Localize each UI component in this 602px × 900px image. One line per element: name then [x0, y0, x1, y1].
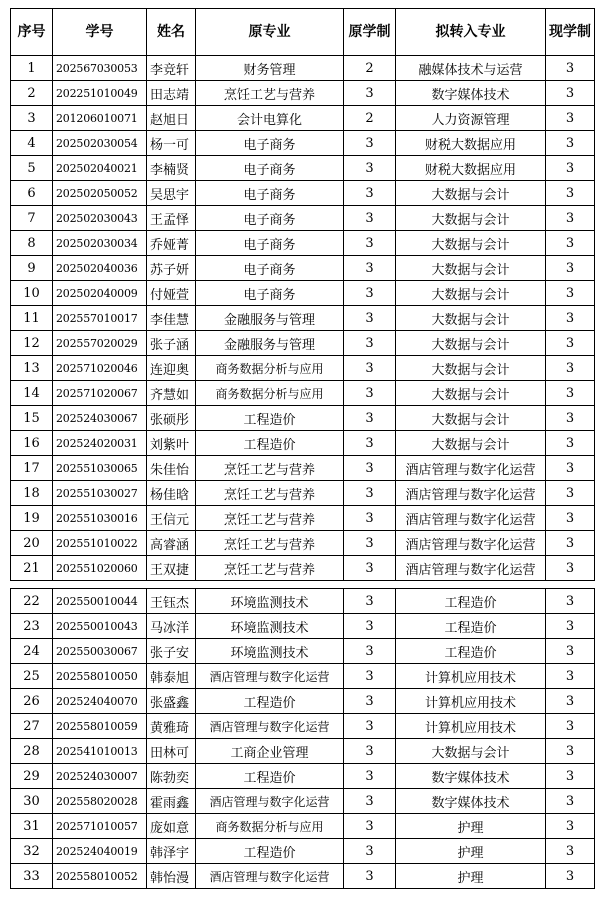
- row-name: 张盛鑫: [147, 689, 196, 714]
- table-row: [11, 206, 595, 231]
- row-new-years: 3: [546, 306, 595, 331]
- row-student-id: 202551030065: [53, 456, 147, 481]
- table-row: [11, 431, 595, 456]
- row-orig-years: 3: [344, 306, 396, 331]
- row-orig-major: 烹饪工艺与营养: [196, 456, 344, 481]
- row-name: 韩怡漫: [147, 864, 196, 889]
- table-row: [11, 156, 595, 181]
- header-orig-years: 原学制: [344, 9, 396, 56]
- row-orig-years: 3: [344, 789, 396, 814]
- row-new-years: 3: [546, 739, 595, 764]
- row-seq: 20: [11, 531, 53, 556]
- row-new-years: 3: [546, 431, 595, 456]
- row-student-id: 202558010052: [53, 864, 147, 889]
- row-student-id: 202524040070: [53, 689, 147, 714]
- table-row: [11, 306, 595, 331]
- row-target-major: 大数据与会计: [396, 306, 546, 331]
- table-row: [11, 181, 595, 206]
- row-target-major: 融媒体技术与运营: [396, 56, 546, 81]
- row-student-id: 202557020029: [53, 331, 147, 356]
- row-orig-major: 电子商务: [196, 206, 344, 231]
- header-target-major: 拟转入专业: [396, 9, 546, 56]
- row-seq: 3: [11, 106, 53, 131]
- row-seq: 4: [11, 131, 53, 156]
- row-new-years: 3: [546, 814, 595, 839]
- row-target-major: 数字媒体技术: [396, 789, 546, 814]
- row-orig-years: 3: [344, 156, 396, 181]
- row-name: 乔娅菁: [147, 231, 196, 256]
- row-orig-major: 电子商务: [196, 181, 344, 206]
- row-orig-major: 环境监测技术: [196, 589, 344, 614]
- row-orig-years: 3: [344, 614, 396, 639]
- table-row: [11, 839, 595, 864]
- row-name: 陈勃奕: [147, 764, 196, 789]
- row-orig-major: 环境监测技术: [196, 639, 344, 664]
- row-target-major: 大数据与会计: [396, 281, 546, 306]
- table-row: [11, 406, 595, 431]
- table-row: [11, 589, 595, 614]
- row-target-major: 护理: [396, 839, 546, 864]
- row-target-major: 工程造价: [396, 614, 546, 639]
- row-student-id: 202502030034: [53, 231, 147, 256]
- table-row: [11, 531, 595, 556]
- row-name: 田林可: [147, 739, 196, 764]
- row-orig-years: 3: [344, 456, 396, 481]
- row-orig-major: 工程造价: [196, 689, 344, 714]
- row-student-id: 202558010059: [53, 714, 147, 739]
- row-new-years: 3: [546, 664, 595, 689]
- row-target-major: 计算机应用技术: [396, 714, 546, 739]
- row-student-id: 202551020060: [53, 556, 147, 581]
- row-student-id: 201206010071: [53, 106, 147, 131]
- row-student-id: 202502040036: [53, 256, 147, 281]
- row-orig-years: 3: [344, 381, 396, 406]
- table-row: [11, 481, 595, 506]
- table-row: [11, 664, 595, 689]
- header-seq: 序号: [11, 9, 53, 56]
- row-name: 苏子妍: [147, 256, 196, 281]
- row-name: 张子涵: [147, 331, 196, 356]
- row-target-major: 酒店管理与数字化运营: [396, 456, 546, 481]
- row-student-id: 202524030067: [53, 406, 147, 431]
- row-orig-years: 2: [344, 56, 396, 81]
- row-student-id: 202541010013: [53, 739, 147, 764]
- row-orig-years: 3: [344, 131, 396, 156]
- row-target-major: 大数据与会计: [396, 206, 546, 231]
- row-student-id: 202502040021: [53, 156, 147, 181]
- row-orig-years: 3: [344, 664, 396, 689]
- row-orig-years: 3: [344, 864, 396, 889]
- row-name: 张硕彤: [147, 406, 196, 431]
- transfer-table-part2: [10, 588, 595, 889]
- row-name: 连迎奥: [147, 356, 196, 381]
- table-row: [11, 231, 595, 256]
- table-row: [11, 331, 595, 356]
- row-name: 王孟怿: [147, 206, 196, 231]
- row-new-years: 3: [546, 406, 595, 431]
- table-row: [11, 256, 595, 281]
- row-name: 杨佳晗: [147, 481, 196, 506]
- row-name: 王钰杰: [147, 589, 196, 614]
- row-target-major: 酒店管理与数字化运营: [396, 481, 546, 506]
- header-new-years: 现学制: [546, 9, 595, 56]
- row-new-years: 3: [546, 639, 595, 664]
- row-name: 田志靖: [147, 81, 196, 106]
- row-seq: 21: [11, 556, 53, 581]
- table-row: [11, 106, 595, 131]
- row-student-id: 202558020028: [53, 789, 147, 814]
- row-new-years: 3: [546, 56, 595, 81]
- row-student-id: 202550030067: [53, 639, 147, 664]
- row-student-id: 202551010022: [53, 531, 147, 556]
- table-row: [11, 639, 595, 664]
- row-seq: 12: [11, 331, 53, 356]
- row-orig-major: 烹饪工艺与营养: [196, 481, 344, 506]
- row-student-id: 202551030027: [53, 481, 147, 506]
- row-target-major: 大数据与会计: [396, 356, 546, 381]
- table-row: [11, 714, 595, 739]
- row-student-id: 202550010043: [53, 614, 147, 639]
- row-name: 王信元: [147, 506, 196, 531]
- row-orig-major: 电子商务: [196, 156, 344, 181]
- row-orig-major: 烹饪工艺与营养: [196, 556, 344, 581]
- row-orig-major: 金融服务与管理: [196, 306, 344, 331]
- row-target-major: 计算机应用技术: [396, 689, 546, 714]
- row-target-major: 酒店管理与数字化运营: [396, 531, 546, 556]
- row-student-id: 202557010017: [53, 306, 147, 331]
- row-name: 霍雨鑫: [147, 789, 196, 814]
- row-new-years: 3: [546, 839, 595, 864]
- row-seq: 11: [11, 306, 53, 331]
- table-row: [11, 814, 595, 839]
- row-orig-years: 3: [344, 431, 396, 456]
- row-orig-years: 3: [344, 356, 396, 381]
- row-orig-major: 工商企业管理: [196, 739, 344, 764]
- row-orig-years: 3: [344, 839, 396, 864]
- header-orig-major: 原专业: [196, 9, 344, 56]
- table-row: [11, 381, 595, 406]
- row-orig-major: 环境监测技术: [196, 614, 344, 639]
- row-orig-years: 3: [344, 481, 396, 506]
- row-target-major: 数字媒体技术: [396, 81, 546, 106]
- row-new-years: 3: [546, 356, 595, 381]
- row-seq: 26: [11, 689, 53, 714]
- row-orig-major: 烹饪工艺与营养: [196, 531, 344, 556]
- row-name: 李佳慧: [147, 306, 196, 331]
- row-new-years: 3: [546, 689, 595, 714]
- row-seq: 6: [11, 181, 53, 206]
- row-name: 李楠贤: [147, 156, 196, 181]
- row-new-years: 3: [546, 281, 595, 306]
- header-name: 姓名: [147, 9, 196, 56]
- row-new-years: 3: [546, 614, 595, 639]
- row-target-major: 大数据与会计: [396, 256, 546, 281]
- row-name: 韩泽宇: [147, 839, 196, 864]
- table-row: [11, 556, 595, 581]
- row-orig-major: 烹饪工艺与营养: [196, 81, 344, 106]
- row-seq: 18: [11, 481, 53, 506]
- row-target-major: 财税大数据应用: [396, 156, 546, 181]
- row-name: 吴思宇: [147, 181, 196, 206]
- row-orig-major: 酒店管理与数字化运营: [196, 789, 344, 814]
- row-orig-major: 金融服务与管理: [196, 331, 344, 356]
- row-new-years: 3: [546, 531, 595, 556]
- row-new-years: 3: [546, 456, 595, 481]
- row-orig-years: 2: [344, 106, 396, 131]
- row-orig-major: 电子商务: [196, 281, 344, 306]
- row-seq: 22: [11, 589, 53, 614]
- row-orig-years: 3: [344, 714, 396, 739]
- row-seq: 8: [11, 231, 53, 256]
- row-student-id: 202571020067: [53, 381, 147, 406]
- row-seq: 24: [11, 639, 53, 664]
- row-new-years: 3: [546, 181, 595, 206]
- row-new-years: 3: [546, 714, 595, 739]
- row-name: 黄雅琦: [147, 714, 196, 739]
- row-orig-major: 酒店管理与数字化运营: [196, 864, 344, 889]
- row-student-id: 202502030043: [53, 206, 147, 231]
- row-student-id: 202550010044: [53, 589, 147, 614]
- row-orig-major: 工程造价: [196, 431, 344, 456]
- row-new-years: 3: [546, 331, 595, 356]
- row-new-years: 3: [546, 131, 595, 156]
- row-seq: 7: [11, 206, 53, 231]
- row-new-years: 3: [546, 106, 595, 131]
- row-orig-major: 会计电算化: [196, 106, 344, 131]
- row-target-major: 数字媒体技术: [396, 764, 546, 789]
- row-seq: 33: [11, 864, 53, 889]
- row-orig-years: 3: [344, 689, 396, 714]
- row-student-id: 202551030016: [53, 506, 147, 531]
- row-seq: 29: [11, 764, 53, 789]
- table-row: [11, 506, 595, 531]
- row-seq: 19: [11, 506, 53, 531]
- row-orig-major: 电子商务: [196, 231, 344, 256]
- row-orig-years: 3: [344, 331, 396, 356]
- header-student-id: 学号: [53, 9, 147, 56]
- row-orig-major: 商务数据分析与应用: [196, 381, 344, 406]
- row-new-years: 3: [546, 81, 595, 106]
- row-target-major: 计算机应用技术: [396, 664, 546, 689]
- row-name: 刘紫叶: [147, 431, 196, 456]
- row-target-major: 大数据与会计: [396, 231, 546, 256]
- row-new-years: 3: [546, 381, 595, 406]
- table-row: [11, 789, 595, 814]
- row-seq: 16: [11, 431, 53, 456]
- row-seq: 32: [11, 839, 53, 864]
- row-orig-years: 3: [344, 231, 396, 256]
- row-orig-years: 3: [344, 181, 396, 206]
- table-row: [11, 864, 595, 889]
- row-name: 庞如意: [147, 814, 196, 839]
- row-seq: 25: [11, 664, 53, 689]
- row-orig-major: 酒店管理与数字化运营: [196, 664, 344, 689]
- row-student-id: 202524030007: [53, 764, 147, 789]
- row-orig-major: 财务管理: [196, 56, 344, 81]
- row-orig-years: 3: [344, 589, 396, 614]
- row-target-major: 酒店管理与数字化运营: [396, 506, 546, 531]
- row-orig-years: 3: [344, 206, 396, 231]
- row-target-major: 工程造价: [396, 639, 546, 664]
- row-name: 杨一可: [147, 131, 196, 156]
- row-student-id: 202502040009: [53, 281, 147, 306]
- row-student-id: 202502050052: [53, 181, 147, 206]
- transfer-table-part1: [10, 8, 595, 581]
- table-row: [11, 81, 595, 106]
- row-target-major: 酒店管理与数字化运营: [396, 556, 546, 581]
- row-orig-years: 3: [344, 814, 396, 839]
- row-new-years: 3: [546, 556, 595, 581]
- table-row: [11, 739, 595, 764]
- row-target-major: 大数据与会计: [396, 431, 546, 456]
- row-seq: 31: [11, 814, 53, 839]
- row-orig-major: 工程造价: [196, 406, 344, 431]
- table-row: [11, 56, 595, 81]
- row-seq: 13: [11, 356, 53, 381]
- row-student-id: 202524040019: [53, 839, 147, 864]
- row-name: 赵旭日: [147, 106, 196, 131]
- row-seq: 9: [11, 256, 53, 281]
- row-new-years: 3: [546, 206, 595, 231]
- row-new-years: 3: [546, 156, 595, 181]
- row-student-id: 202558010050: [53, 664, 147, 689]
- row-orig-years: 3: [344, 256, 396, 281]
- row-orig-years: 3: [344, 764, 396, 789]
- row-orig-major: 工程造价: [196, 764, 344, 789]
- row-new-years: 3: [546, 481, 595, 506]
- row-seq: 14: [11, 381, 53, 406]
- row-seq: 10: [11, 281, 53, 306]
- row-name: 张子安: [147, 639, 196, 664]
- row-orig-major: 酒店管理与数字化运营: [196, 714, 344, 739]
- row-orig-major: 电子商务: [196, 131, 344, 156]
- row-seq: 17: [11, 456, 53, 481]
- table-row: [11, 614, 595, 639]
- row-student-id: 202524020031: [53, 431, 147, 456]
- row-new-years: 3: [546, 506, 595, 531]
- row-orig-years: 3: [344, 556, 396, 581]
- header-row: [11, 9, 595, 56]
- row-orig-years: 3: [344, 639, 396, 664]
- row-student-id: 202251010049: [53, 81, 147, 106]
- row-new-years: 3: [546, 231, 595, 256]
- row-seq: 27: [11, 714, 53, 739]
- row-target-major: 护理: [396, 864, 546, 889]
- row-new-years: 3: [546, 256, 595, 281]
- row-name: 齐慧如: [147, 381, 196, 406]
- row-seq: 30: [11, 789, 53, 814]
- table-row: [11, 131, 595, 156]
- row-orig-major: 商务数据分析与应用: [196, 814, 344, 839]
- row-student-id: 202567030053: [53, 56, 147, 81]
- row-target-major: 大数据与会计: [396, 739, 546, 764]
- row-orig-years: 3: [344, 81, 396, 106]
- table-row: [11, 764, 595, 789]
- row-student-id: 202571020046: [53, 356, 147, 381]
- row-target-major: 大数据与会计: [396, 406, 546, 431]
- table-row: [11, 456, 595, 481]
- row-orig-major: 商务数据分析与应用: [196, 356, 344, 381]
- row-target-major: 大数据与会计: [396, 381, 546, 406]
- table-row: [11, 281, 595, 306]
- row-new-years: 3: [546, 589, 595, 614]
- row-target-major: 大数据与会计: [396, 181, 546, 206]
- row-name: 朱佳怡: [147, 456, 196, 481]
- row-name: 王双捷: [147, 556, 196, 581]
- row-target-major: 大数据与会计: [396, 331, 546, 356]
- row-seq: 5: [11, 156, 53, 181]
- row-target-major: 护理: [396, 814, 546, 839]
- row-name: 付娅萱: [147, 281, 196, 306]
- row-target-major: 工程造价: [396, 589, 546, 614]
- row-orig-major: 电子商务: [196, 256, 344, 281]
- row-orig-major: 烹饪工艺与营养: [196, 506, 344, 531]
- row-target-major: 财税大数据应用: [396, 131, 546, 156]
- row-name: 高睿涵: [147, 531, 196, 556]
- row-name: 马冰洋: [147, 614, 196, 639]
- row-target-major: 人力资源管理: [396, 106, 546, 131]
- row-orig-years: 3: [344, 281, 396, 306]
- row-seq: 15: [11, 406, 53, 431]
- row-orig-years: 3: [344, 739, 396, 764]
- row-name: 韩泰旭: [147, 664, 196, 689]
- row-seq: 28: [11, 739, 53, 764]
- row-student-id: 202502030054: [53, 131, 147, 156]
- row-name: 李竞轩: [147, 56, 196, 81]
- row-orig-years: 3: [344, 406, 396, 431]
- row-orig-years: 3: [344, 531, 396, 556]
- table-row: [11, 356, 595, 381]
- row-new-years: 3: [546, 864, 595, 889]
- table-row: [11, 689, 595, 714]
- row-student-id: 202571010057: [53, 814, 147, 839]
- row-seq: 2: [11, 81, 53, 106]
- row-orig-years: 3: [344, 506, 396, 531]
- row-new-years: 3: [546, 764, 595, 789]
- row-seq: 1: [11, 56, 53, 81]
- row-new-years: 3: [546, 789, 595, 814]
- row-seq: 23: [11, 614, 53, 639]
- row-orig-major: 工程造价: [196, 839, 344, 864]
